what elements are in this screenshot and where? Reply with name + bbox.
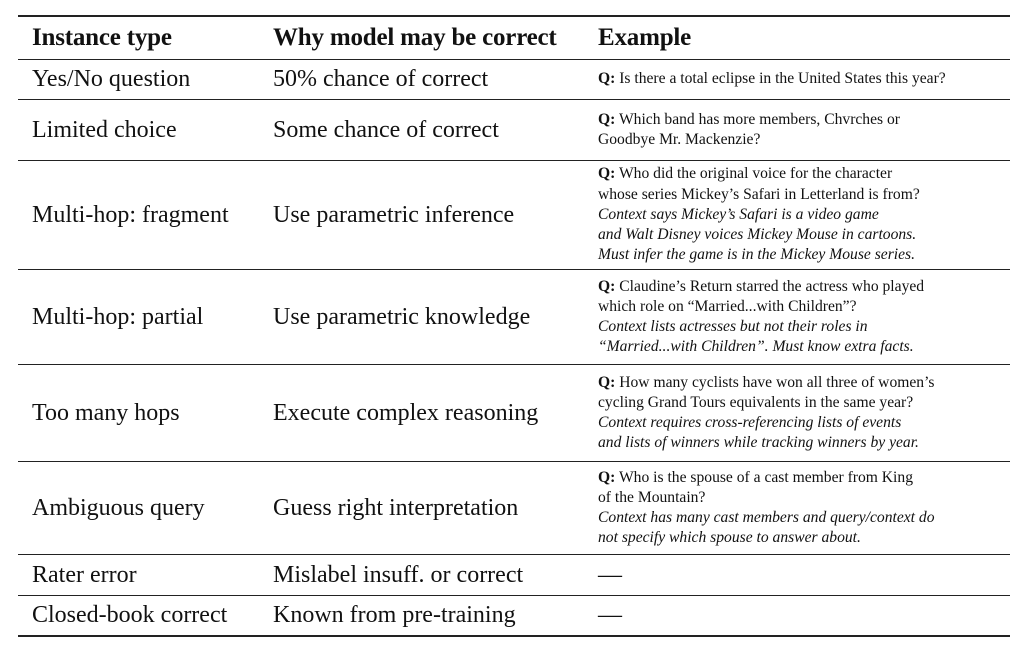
why-correct-cell: Use parametric knowledge xyxy=(273,303,531,330)
question-line: cycling Grand Tours equivalents in the same year? xyxy=(598,393,914,411)
bottom-rule xyxy=(18,635,1010,637)
question-label: Q: xyxy=(598,70,616,88)
question-text: How many cyclists have won all three of women’s xyxy=(615,373,935,391)
question-label: Q: xyxy=(598,373,616,391)
question-line: which role on “Married...with Children”? xyxy=(598,297,857,315)
question-label: Q: xyxy=(598,277,616,295)
question-line xyxy=(598,69,946,89)
why-correct-cell: Some chance of correct xyxy=(273,116,499,143)
why-correct-cell: Guess right interpretation xyxy=(273,494,519,521)
instance-type-cell: Multi-hop: partial xyxy=(32,303,204,330)
context-line: Context says Mickey’s Safari is a video game xyxy=(598,205,879,223)
question-text: Who did the original voice for the character xyxy=(615,165,893,183)
question-label: Q: xyxy=(598,468,616,486)
why-correct-cell: Use parametric inference xyxy=(273,201,515,228)
example-cell xyxy=(598,462,1010,554)
context-line: Context has many cast members and query/context do xyxy=(598,509,935,526)
context-line: not specify which spouse to answer about. xyxy=(598,529,861,547)
question-line xyxy=(598,373,935,393)
question-line: whose series Mickey’s Safari in Letterland is from? xyxy=(598,185,920,203)
question-line xyxy=(598,164,892,184)
question-line xyxy=(598,277,924,297)
example-cell xyxy=(598,100,1010,160)
instance-type-cell: Multi-hop: fragment xyxy=(32,201,229,228)
instance-type-cell: Closed-book correct xyxy=(32,602,228,628)
question-text: Which band has more members, Chvrches or xyxy=(615,110,900,128)
instance-type-cell: Ambiguous query xyxy=(32,494,205,521)
question-line: Goodbye Mr. Mackenzie? xyxy=(598,131,761,148)
instance-type-cell: Limited choice xyxy=(32,116,177,143)
example-cell xyxy=(598,60,1010,99)
example-cell xyxy=(598,365,1010,461)
context-line: “Married...with Children”. Must know extra facts. xyxy=(598,338,914,356)
context-line: and lists of winners while tracking winners by year. xyxy=(598,434,919,452)
question-label: Q: xyxy=(598,165,616,183)
question-line xyxy=(598,110,900,130)
question-text: Is there a total eclipse in the United States this year? xyxy=(615,70,946,88)
question-label: Q: xyxy=(598,110,616,128)
example-dash: — xyxy=(598,602,622,628)
example-cell xyxy=(598,270,1010,364)
why-correct-cell: 50% chance of correct xyxy=(273,66,489,92)
instance-type-cell: Rater error xyxy=(32,561,137,588)
context-line: Context requires cross-referencing lists of events xyxy=(598,414,902,431)
question-line: of the Mountain? xyxy=(598,488,706,506)
example-dash: — xyxy=(598,561,622,588)
question-text: Who is the spouse of a cast member from King xyxy=(615,468,913,486)
question-text: Claudine’s Return starred the actress who played xyxy=(615,277,925,295)
instance-type-cell: Too many hops xyxy=(32,399,180,426)
context-line: and Walt Disney voices Mickey Mouse in cartoons. xyxy=(598,226,917,244)
header-why-correct: Why model may be correct xyxy=(273,24,557,51)
context-line: Context lists actresses but not their roles in xyxy=(598,318,868,335)
instance-type-cell: Yes/No question xyxy=(32,66,191,92)
why-correct-cell: Known from pre-training xyxy=(273,602,516,628)
example-cell xyxy=(598,161,1010,269)
why-correct-cell: Execute complex reasoning xyxy=(273,399,539,426)
why-correct-cell: Mislabel insuff. or correct xyxy=(273,561,524,588)
header-example: Example xyxy=(598,24,692,51)
question-line xyxy=(598,468,913,488)
context-line: Must infer the game is in the Mickey Mouse series. xyxy=(598,246,915,264)
header-instance-type: Instance type xyxy=(32,24,172,51)
